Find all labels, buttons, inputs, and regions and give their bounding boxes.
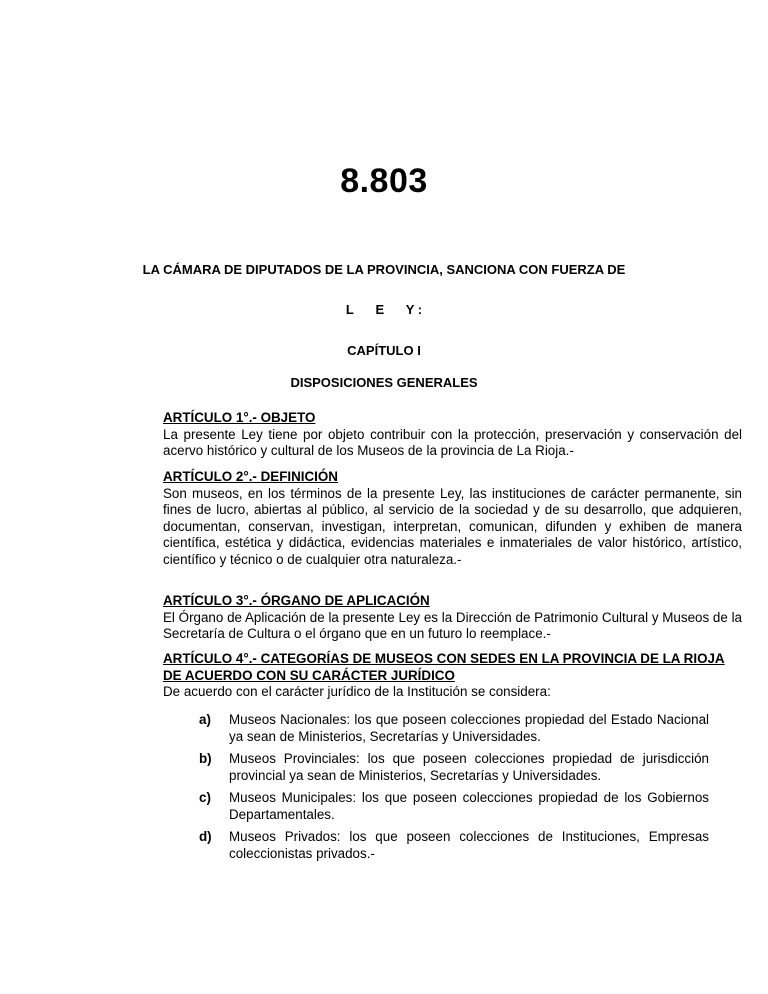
chapter-title: DISPOSICIONES GENERALES [290, 375, 478, 390]
law-number: 8.803 [340, 162, 428, 200]
ley-letter-y: Y : [405, 302, 423, 317]
article-4-text: De acuerdo con el carácter jurídico de la Institución se considera: [163, 684, 551, 699]
list-item [163, 790, 742, 823]
list-item-letter: d) [199, 829, 212, 844]
article-1 [163, 410, 742, 460]
article-1-text: La presente Ley tiene por objeto contribuir con la protección, preservación y conservación del acervo histórico y cultural de los Museos de la provincia de La Rioja.- [163, 426, 742, 458]
list-item-text: Museos Nacionales: los que poseen colecciones propiedad del Estado Nacional ya sean de Ministerios, Secretarías y Universidades. [229, 712, 709, 744]
list-item [163, 751, 742, 784]
list-item-letter: c) [199, 790, 211, 805]
ley-heading [0, 302, 768, 317]
list-item-text: Museos Privados: los que poseen colecciones de Instituciones, Empresas coleccionistas privados.- [229, 829, 709, 861]
article-2 [163, 469, 742, 568]
list-item [163, 712, 742, 745]
list-item-text: Museos Municipales: los que poseen colecciones propiedad de los Gobiernos Departamentales. [229, 790, 709, 822]
article-1-title: ARTÍCULO 1°.- OBJETO [163, 410, 316, 425]
ley-letter-e: E [375, 302, 385, 317]
article-4 [163, 651, 742, 701]
ley-letter-l: L [345, 302, 354, 317]
article-3-text: El Órgano de Aplicación de la presente Ley es la Dirección de Patrimonio Cultural y Museos de la Secretaría de Cultura o el órgano que en un futuro lo reemplace.- [163, 609, 742, 641]
list-item-letter: b) [199, 751, 212, 766]
article-2-text: Son museos, en los términos de la presente Ley, las instituciones de carácter permanente, sin fines de lucro, abiertas al público, al servicio de la sociedad y de su desarrollo, que adquieren, documentan, conservan, investigan, interpretan, comunican, difunden y exhiben de manera científica, estética y didáctica, evidencias materiales e inmateriales de valor histórico, artístico, científico y técnico o de cualquier otra naturaleza.- [163, 485, 742, 567]
museum-categories-list [163, 712, 742, 868]
enacting-clause: LA CÁMARA DE DIPUTADOS DE LA PROVINCIA, SANCIONA CON FUERZA DE [142, 262, 626, 277]
list-item-text: Museos Provinciales: los que poseen colecciones propiedad de jurisdicción provincial ya sean de Ministerios, Secretarías y Universidades. [229, 751, 709, 783]
article-2-title: ARTÍCULO 2°.- DEFINICIÓN [163, 469, 338, 484]
list-item-letter: a) [199, 712, 211, 727]
article-3 [163, 593, 742, 643]
list-item [163, 829, 742, 862]
article-4-title: ARTÍCULO 4°.- CATEGORÍAS DE MUSEOS CON SEDES EN LA PROVINCIA DE LA RIOJA DE ACUERDO CON SU CARÁCTER JURÍDICO [163, 651, 725, 683]
chapter-heading: CAPÍTULO I [347, 343, 421, 358]
article-3-title: ARTÍCULO 3°.- ÓRGANO DE APLICACIÓN [163, 593, 430, 608]
